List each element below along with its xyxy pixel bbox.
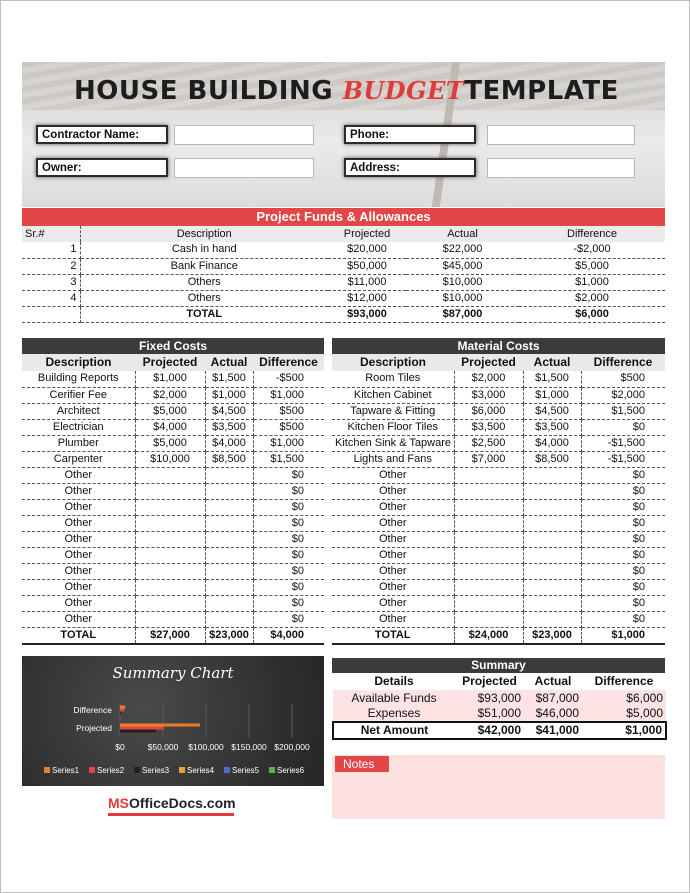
fixed-row: [22, 387, 324, 403]
fixed-cell: Other: [22, 579, 135, 595]
material-cell: Other: [332, 531, 454, 547]
material-header-row: [332, 354, 665, 371]
summary-row: [333, 690, 666, 706]
material-cell: Kitchen Cabinet: [332, 387, 454, 403]
material-cell: Other: [332, 563, 454, 579]
summary-cell: $6,000: [582, 690, 666, 706]
funds-table: [22, 226, 665, 323]
owner-label: Owner:: [36, 158, 168, 177]
fixed-row: [22, 579, 324, 595]
fixed-cell: [135, 499, 205, 515]
fixed-cell: Other: [22, 499, 135, 515]
chart-bar: [120, 712, 121, 715]
material-column-header: Difference: [581, 354, 665, 371]
summary-cell: Available Funds: [333, 690, 455, 706]
material-column-header: Description: [332, 354, 454, 371]
material-cell: $1,500: [581, 403, 665, 419]
fixed-cell: $10,000: [135, 451, 205, 467]
material-row: [332, 563, 665, 579]
material-cell: [523, 483, 581, 499]
material-cell: [454, 499, 523, 515]
fixed-row: [22, 595, 324, 611]
fixed-cell: $5,000: [135, 435, 205, 451]
funds-cell: $50,000: [328, 258, 406, 274]
fixed-cell: $1,000: [253, 387, 324, 403]
material-costs-title: Material Costs: [332, 338, 665, 354]
chart-title: Summary Chart: [112, 664, 234, 682]
material-cell: $0: [581, 499, 665, 515]
material-cell: [523, 547, 581, 563]
chart-category-label: Projected: [76, 723, 112, 733]
fixed-cell: $0: [253, 563, 324, 579]
summary-chart: [22, 656, 324, 786]
fixed-cell: Other: [22, 595, 135, 611]
funds-row: [22, 274, 665, 290]
chart-legend-label: Series4: [187, 766, 215, 775]
funds-column-header: Projected: [328, 226, 406, 242]
fixed-total-cell: $23,000: [205, 627, 253, 644]
material-cell: [454, 531, 523, 547]
fixed-cell: [205, 531, 253, 547]
funds-total-row: [22, 306, 665, 322]
fixed-total-cell: $27,000: [135, 627, 205, 644]
material-cell: $1,000: [523, 387, 581, 403]
fixed-cell: $0: [253, 595, 324, 611]
fixed-row: [22, 435, 324, 451]
contractor-input[interactable]: [174, 125, 314, 145]
fixed-costs-table: [22, 354, 324, 645]
material-cell: Other: [332, 515, 454, 531]
summary-column-header: Actual: [524, 673, 582, 690]
chart-legend-label: Series3: [142, 766, 170, 775]
material-cell: $0: [581, 547, 665, 563]
material-cell: $0: [581, 467, 665, 483]
material-cell: $0: [581, 515, 665, 531]
title-part2: BUDGET: [342, 76, 465, 105]
fixed-cell: $0: [253, 499, 324, 515]
fixed-cell: $4,000: [135, 419, 205, 435]
material-cell: $6,000: [454, 403, 523, 419]
fixed-cell: [135, 611, 205, 627]
chart-legend-swatch: [224, 767, 230, 773]
material-cell: [523, 579, 581, 595]
fixed-cell: Carpenter: [22, 451, 135, 467]
summary-column-header: Details: [333, 673, 455, 690]
fixed-cell: $1,000: [253, 435, 324, 451]
material-cell: $0: [581, 483, 665, 499]
summary-row: [333, 706, 666, 722]
logo-text: OfficeDocs.com: [129, 795, 236, 811]
material-column-header: Projected: [454, 354, 523, 371]
fixed-row: [22, 451, 324, 467]
chart-x-tick-label: $0: [115, 742, 125, 752]
fixed-cell: Cerifier Fee: [22, 387, 135, 403]
material-cell: $3,000: [454, 387, 523, 403]
fixed-column-header: Description: [22, 354, 135, 371]
funds-row: [22, 242, 665, 258]
material-row: [332, 371, 665, 387]
material-total-cell: TOTAL: [332, 627, 454, 644]
fixed-row: [22, 419, 324, 435]
material-total-cell: $23,000: [523, 627, 581, 644]
address-label: Address:: [344, 158, 476, 177]
fixed-cell: Plumber: [22, 435, 135, 451]
fixed-row: [22, 371, 324, 387]
fixed-cell: Other: [22, 563, 135, 579]
funds-column-header: Difference: [519, 226, 665, 242]
summary-column-header: Projected: [455, 673, 524, 690]
material-cell: [454, 563, 523, 579]
fixed-cell: $0: [253, 579, 324, 595]
phone-input[interactable]: [487, 125, 635, 145]
material-cell: [454, 595, 523, 611]
fixed-header-row: [22, 354, 324, 371]
material-cell: $2,000: [581, 387, 665, 403]
material-cell: $7,000: [454, 451, 523, 467]
fixed-cell: [205, 611, 253, 627]
fixed-cell: $0: [253, 483, 324, 499]
fixed-cell: $500: [253, 403, 324, 419]
summary-cell: Expenses: [333, 706, 455, 722]
material-cell: [454, 547, 523, 563]
chart-legend-swatch: [179, 767, 185, 773]
funds-title: Project Funds & Allowances: [22, 208, 665, 226]
chart-x-tick-label: $150,000: [231, 742, 267, 752]
funds-cell: $11,000: [328, 274, 406, 290]
fixed-total-cell: $4,000: [253, 627, 324, 644]
fixed-row: [22, 483, 324, 499]
fixed-cell: Other: [22, 467, 135, 483]
summary-cell: $51,000: [455, 706, 524, 722]
material-cell: -$1,500: [581, 435, 665, 451]
fixed-cell: [135, 467, 205, 483]
funds-total-cell: $6,000: [519, 306, 665, 322]
fixed-cell: [205, 467, 253, 483]
fixed-column-header: Difference: [253, 354, 324, 371]
material-cell: Other: [332, 499, 454, 515]
logo-underline: [108, 813, 234, 816]
funds-row: [22, 290, 665, 306]
material-cell: Lights and Fans: [332, 451, 454, 467]
chart-legend-label: Series1: [52, 766, 80, 775]
fixed-cell: Other: [22, 611, 135, 627]
fixed-cell: Other: [22, 483, 135, 499]
material-total-cell: $24,000: [454, 627, 523, 644]
material-cell: Other: [332, 579, 454, 595]
funds-total-cell: $93,000: [328, 306, 406, 322]
chart-bar: [120, 709, 124, 712]
material-cell: $500: [581, 371, 665, 387]
funds-column-header: Actual: [406, 226, 519, 242]
fixed-cell: $1,500: [253, 451, 324, 467]
title-part1: HOUSE BUILDING: [74, 76, 343, 106]
funds-total-cell: $87,000: [406, 306, 519, 322]
material-cell: Kitchen Sink & Tapware: [332, 435, 454, 451]
material-cell: Tapware & Fitting: [332, 403, 454, 419]
fixed-cell: [205, 499, 253, 515]
material-cell: [454, 515, 523, 531]
material-total-row: [332, 627, 665, 644]
chart-legend-swatch: [134, 767, 140, 773]
fixed-cell: [135, 483, 205, 499]
material-cell: $2,000: [454, 371, 523, 387]
fixed-cell: $1,500: [205, 371, 253, 387]
funds-total-cell: [22, 306, 80, 322]
summary-cell: $46,000: [524, 706, 582, 722]
fixed-total-row: [22, 627, 324, 644]
fixed-row: [22, 499, 324, 515]
material-row: [332, 419, 665, 435]
material-row: [332, 451, 665, 467]
funds-cell: $10,000: [406, 274, 519, 290]
material-cell: $3,500: [454, 419, 523, 435]
fixed-cell: $0: [253, 467, 324, 483]
fixed-cell: [135, 515, 205, 531]
fixed-column-header: Actual: [205, 354, 253, 371]
chart-svg: [22, 656, 324, 786]
summary-table: [332, 673, 667, 740]
material-cell: [523, 611, 581, 627]
fixed-row: [22, 531, 324, 547]
material-cell: Room Tiles: [332, 371, 454, 387]
logo-prefix: MS: [108, 795, 129, 811]
funds-cell: 4: [22, 290, 80, 306]
summary-cell: $93,000: [455, 690, 524, 706]
chart-bar: [120, 727, 164, 730]
funds-cell: $20,000: [328, 242, 406, 258]
material-cell: $0: [581, 579, 665, 595]
material-cell: Other: [332, 483, 454, 499]
fixed-row: [22, 547, 324, 563]
material-cell: [523, 595, 581, 611]
title-part3: TEMPLATE: [464, 76, 619, 106]
summary-net-cell: $41,000: [524, 722, 582, 739]
fixed-cell: Other: [22, 531, 135, 547]
material-cell: $0: [581, 611, 665, 627]
fixed-costs-title: Fixed Costs: [22, 338, 324, 354]
fixed-cell: $5,000: [135, 403, 205, 419]
funds-header-row: [22, 226, 665, 242]
chart-legend-label: Series2: [97, 766, 125, 775]
material-cell: Other: [332, 547, 454, 563]
material-cell: $4,000: [523, 435, 581, 451]
notes-label: Notes: [335, 756, 389, 772]
fixed-cell: $3,500: [205, 419, 253, 435]
fixed-cell: Building Reports: [22, 371, 135, 387]
fixed-row: [22, 563, 324, 579]
chart-x-tick-label: $100,000: [188, 742, 224, 752]
chart-category-label: Difference: [73, 705, 112, 715]
fixed-cell: -$500: [253, 371, 324, 387]
summary-net-cell: $1,000: [582, 722, 666, 739]
material-cell: Other: [332, 467, 454, 483]
funds-cell: Bank Finance: [80, 258, 328, 274]
material-cell: $0: [581, 595, 665, 611]
material-cell: -$1,500: [581, 451, 665, 467]
page-title: [74, 76, 619, 106]
material-cell: $2,500: [454, 435, 523, 451]
material-costs-table: [332, 354, 665, 645]
chart-legend-swatch: [269, 767, 275, 773]
fixed-cell: $4,500: [205, 403, 253, 419]
material-cell: Other: [332, 611, 454, 627]
material-cell: [454, 611, 523, 627]
material-row: [332, 611, 665, 627]
funds-column-header: Description: [80, 226, 328, 242]
material-cell: $0: [581, 419, 665, 435]
material-cell: [523, 499, 581, 515]
material-cell: $4,500: [523, 403, 581, 419]
fixed-cell: [205, 547, 253, 563]
fixed-cell: $0: [253, 547, 324, 563]
material-column-header: Actual: [523, 354, 581, 371]
chart-legend-label: Series5: [232, 766, 260, 775]
material-cell: [523, 515, 581, 531]
material-cell: $0: [581, 563, 665, 579]
fixed-cell: $0: [253, 611, 324, 627]
summary-column-header: Difference: [582, 673, 666, 690]
material-cell: Kitchen Floor Tiles: [332, 419, 454, 435]
funds-cell: $5,000: [519, 258, 665, 274]
funds-row: [22, 258, 665, 274]
summary-cell: $87,000: [524, 690, 582, 706]
summary-net-cell: Net Amount: [333, 722, 455, 739]
summary-title: Summary: [332, 658, 665, 673]
fixed-cell: [135, 595, 205, 611]
chart-legend-label: Series6: [277, 766, 305, 775]
fixed-cell: [205, 563, 253, 579]
fixed-row: [22, 611, 324, 627]
fixed-cell: [135, 563, 205, 579]
fixed-cell: [205, 579, 253, 595]
material-cell: $1,500: [523, 371, 581, 387]
material-row: [332, 547, 665, 563]
chart-bar: [120, 706, 125, 709]
fixed-cell: [135, 547, 205, 563]
funds-cell: $12,000: [328, 290, 406, 306]
material-row: [332, 499, 665, 515]
material-cell: [454, 467, 523, 483]
material-cell: [523, 531, 581, 547]
fixed-total-cell: TOTAL: [22, 627, 135, 644]
material-row: [332, 515, 665, 531]
funds-cell: Others: [80, 274, 328, 290]
fixed-cell: $2,000: [135, 387, 205, 403]
material-row: [332, 403, 665, 419]
contractor-label: Contractor Name:: [36, 125, 168, 144]
phone-label: Phone:: [344, 125, 476, 144]
chart-legend-swatch: [44, 767, 50, 773]
material-cell: $3,500: [523, 419, 581, 435]
funds-cell: Cash in hand: [80, 242, 328, 258]
material-cell: [523, 563, 581, 579]
summary-net-cell: $42,000: [455, 722, 524, 739]
funds-cell: -$2,000: [519, 242, 665, 258]
material-row: [332, 387, 665, 403]
material-cell: $0: [581, 531, 665, 547]
fixed-cell: $500: [253, 419, 324, 435]
material-total-cell: $1,000: [581, 627, 665, 644]
chart-x-tick-label: $200,000: [274, 742, 310, 752]
chart-legend-swatch: [89, 767, 95, 773]
summary-net-row: [333, 722, 666, 739]
fixed-cell: [205, 483, 253, 499]
fixed-row: [22, 403, 324, 419]
funds-cell: 1: [22, 242, 80, 258]
funds-column-header: Sr.#: [22, 226, 80, 242]
funds-cell: $22,000: [406, 242, 519, 258]
msofficedocs-logo: [100, 790, 240, 820]
fixed-cell: [205, 595, 253, 611]
material-cell: $8,500: [523, 451, 581, 467]
fixed-cell: $0: [253, 531, 324, 547]
fixed-cell: $8,500: [205, 451, 253, 467]
fixed-cell: Other: [22, 515, 135, 531]
fixed-cell: [205, 515, 253, 531]
material-row: [332, 595, 665, 611]
chart-bar: [120, 724, 200, 727]
material-cell: [454, 483, 523, 499]
material-row: [332, 467, 665, 483]
material-row: [332, 579, 665, 595]
funds-cell: 2: [22, 258, 80, 274]
fixed-cell: $1,000: [205, 387, 253, 403]
summary-cell: $5,000: [582, 706, 666, 722]
material-row: [332, 531, 665, 547]
fixed-row: [22, 515, 324, 531]
address-input[interactable]: [487, 158, 635, 178]
funds-cell: Others: [80, 290, 328, 306]
material-cell: [523, 467, 581, 483]
funds-cell: 3: [22, 274, 80, 290]
fixed-cell: Architect: [22, 403, 135, 419]
material-row: [332, 435, 665, 451]
fixed-cell: [135, 531, 205, 547]
material-cell: [454, 579, 523, 595]
fixed-cell: Other: [22, 547, 135, 563]
fixed-cell: $1,000: [135, 371, 205, 387]
chart-bar: [120, 730, 156, 733]
fixed-cell: $4,000: [205, 435, 253, 451]
material-cell: Other: [332, 595, 454, 611]
funds-cell: $10,000: [406, 290, 519, 306]
funds-total-cell: TOTAL: [80, 306, 328, 322]
owner-input[interactable]: [174, 158, 314, 178]
header-banner: [22, 62, 665, 207]
chart-x-tick-label: $50,000: [147, 742, 179, 752]
summary-header-row: [333, 673, 666, 690]
fixed-row: [22, 467, 324, 483]
fixed-column-header: Projected: [135, 354, 205, 371]
funds-cell: $2,000: [519, 290, 665, 306]
fixed-cell: [135, 579, 205, 595]
fixed-cell: Electrician: [22, 419, 135, 435]
funds-cell: $45,000: [406, 258, 519, 274]
material-row: [332, 483, 665, 499]
funds-cell: $1,000: [519, 274, 665, 290]
fixed-cell: $0: [253, 515, 324, 531]
